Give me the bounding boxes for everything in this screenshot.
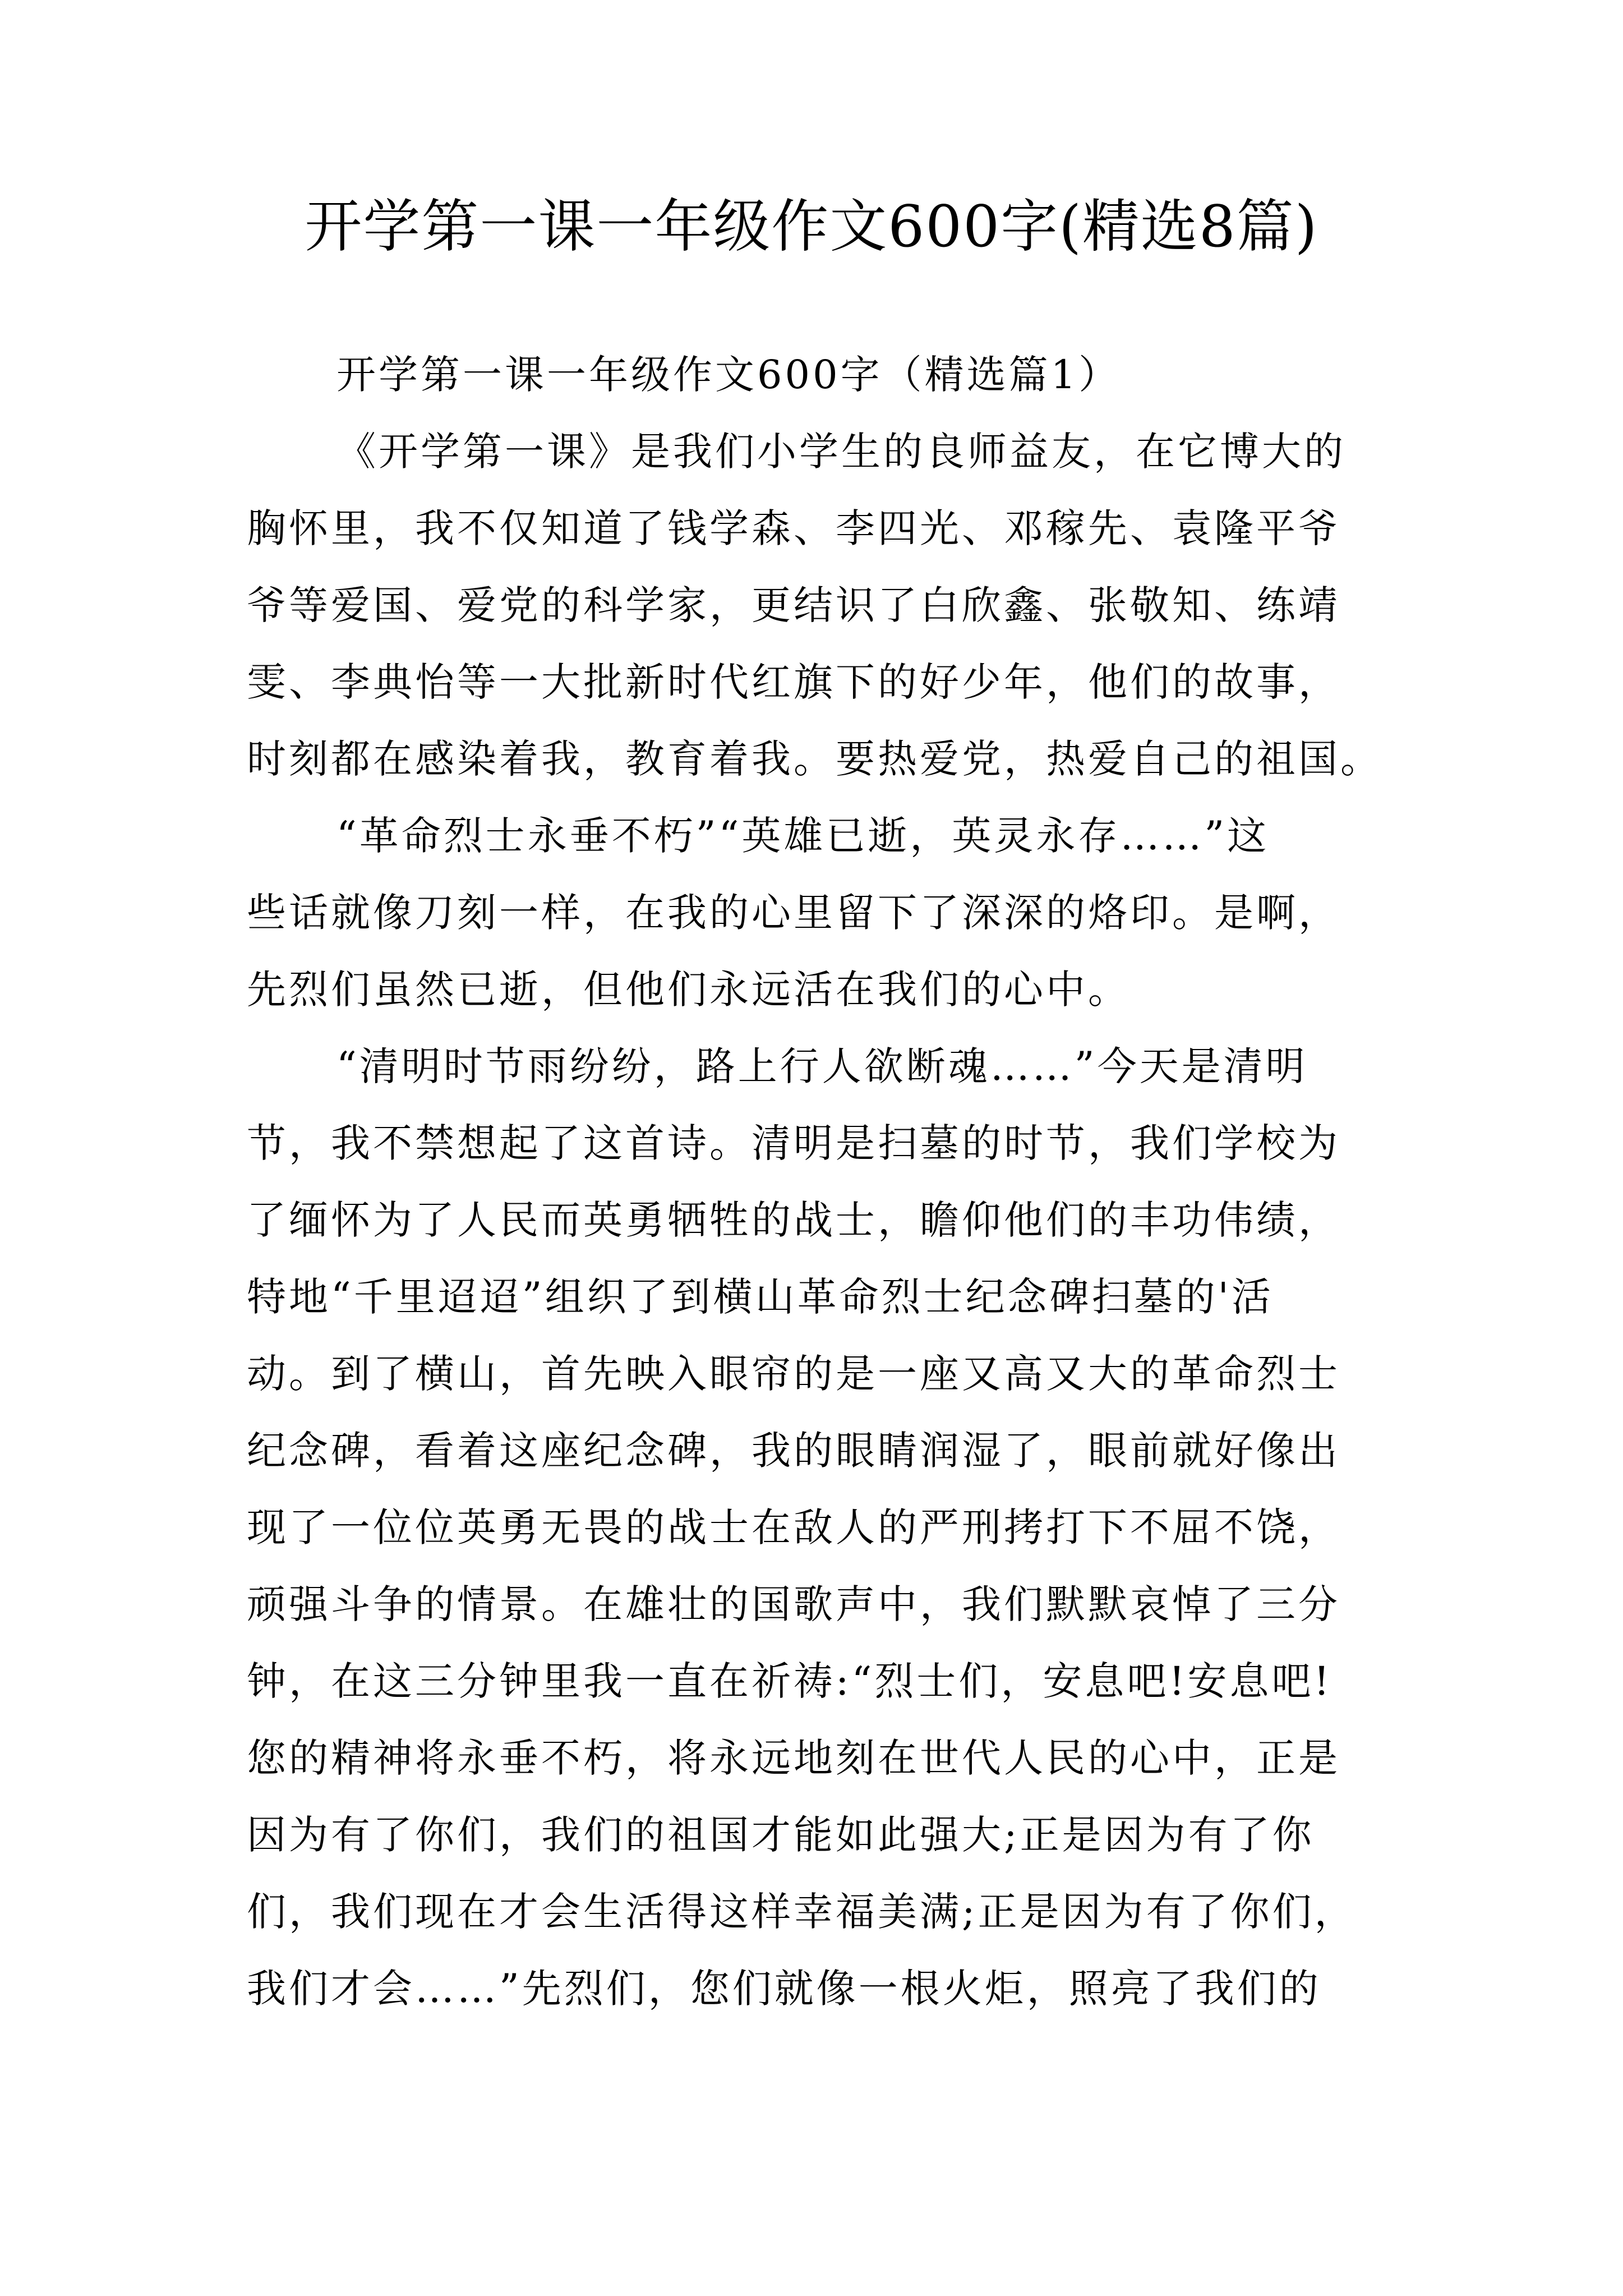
paragraph-line: 现了一位位英勇无畏的战士在敌人的严刑拷打下不屈不饶， [247,1504,1340,1550]
paragraph-line: “清明时节雨纷纷，路上行人欲断魂……”今天是清明 [336,1043,1308,1089]
paragraph-line: 顽强斗争的情景。在雄壮的国歌声中，我们默默哀悼了三分 [247,1581,1340,1627]
paragraph-line: 了缅怀为了人民而英勇牺牲的战士，瞻仰他们的丰功伟绩， [247,1197,1340,1243]
paragraph-line: 钟，在这三分钟里我一直在祈祷:“烈士们，安息吧!安息吧! [247,1658,1332,1704]
paragraph-line: 因为有了你们，我们的祖国才能如此强大;正是因为有了你 [247,1812,1315,1858]
document-title: 开学第一课一年级作文600字(精选8篇) [305,194,1318,260]
paragraph-line: 我们才会……”先烈们，您们就像一根火炬，照亮了我们的 [247,1966,1321,2012]
document-body [247,337,1391,2027]
paragraph-line: 纪念碑，看着这座纪念碑，我的眼睛润湿了，眼前就好像出 [247,1428,1340,1474]
paragraph-line: “革命烈士永垂不朽”“英雄已逝，英灵永存……”这 [336,813,1270,859]
paragraph-line: 特地“千里迢迢”组织了到横山革命烈士纪念碑扫墓的'活 [247,1274,1274,1320]
paragraph-line: 《开学第一课》是我们小学生的良师益友，在它博大的 [336,429,1346,475]
paragraph-line: 们，我们现在才会生活得这样幸福美满;正是因为有了你们， [247,1889,1357,1935]
section-heading: 开学第一课一年级作文600字（精选篇1） [336,352,1121,398]
paragraph-line: 爷等爱国、爱党的科学家，更结识了白欣鑫、张敬知、练靖 [247,582,1340,628]
paragraph-line: 胸怀里，我不仅知道了钱学森、李四光、邓稼先、袁隆平爷 [247,505,1340,551]
paragraph-line: 节，我不禁想起了这首诗。清明是扫墓的时节，我们学校为 [247,1120,1340,1166]
paragraph-line: 时刻都在感染着我，教育着我。要热爱党，热爱自己的祖国。 [247,736,1382,782]
paragraph-line: 些话就像刀刻一样，在我的心里留下了深深的烙印。是啊， [247,890,1340,936]
paragraph-line: 您的精神将永垂不朽，将永远地刻在世代人民的心中，正是 [247,1735,1340,1781]
paragraph-line: 雯、李典怡等一大批新时代红旗下的好少年，他们的故事， [247,659,1340,705]
paragraph-line: 动。到了横山，首先映入眼帘的是一座又高又大的革命烈士 [247,1351,1340,1397]
paragraph-line: 先烈们虽然已逝，但他们永远活在我们的心中。 [247,967,1130,1013]
